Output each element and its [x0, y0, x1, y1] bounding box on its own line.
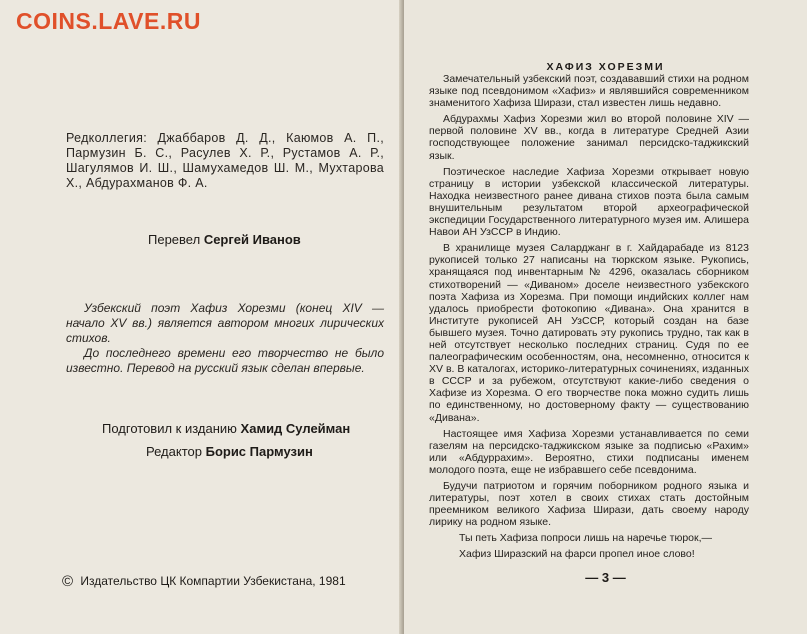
editor-credit — [146, 444, 313, 459]
annotation-paragraph: До последнего времени его творчество не было известно. Перевод на русский язык сделан впервые. — [66, 346, 384, 375]
copyright-line — [62, 573, 346, 590]
verse-line: Хафиз Ширазский на фарси пропел иное слово! — [459, 548, 695, 561]
editor-name: Борис Пармузин — [205, 444, 313, 459]
annotation-paragraph: Узбекский поэт Хафиз Хорезми (конец XIV — начало XV вв.) является автором многих лирических стихов. — [66, 301, 384, 345]
copyright-text: Издательство ЦК Компартии Узбекистана, 1981 — [80, 574, 346, 588]
book-annotation — [66, 301, 384, 376]
translator-name: Сергей Иванов — [203, 232, 301, 247]
chapter-title: ХАФИЗ ХОРЕЗМИ — [546, 61, 665, 73]
chapter-body — [429, 73, 749, 565]
translator-prefix: Перевел — [148, 232, 201, 247]
body-paragraph: В хранилище музея Саларджанг в г. Хайдарабаде из 8123 рукописей только 27 написаны на тюркском языке. Рукопись, хранящаяся под инвентарным № 4296, оказалась сборником стихотворений — «Диваном» доселе неизвестного узбекского поэта Хафиза из Хорезма. При помощи индийских коллег нам удалось приобрести фотокопию «Дивана». Она хранится в Институте рукописей АН УзССР, который создан на базе бывшего музея. Точно датировать эту рукопись трудно, так как в ней отсутствует несколько последних страниц. Судя по ее палеографическим особенностям, она, несомненно, относится к XV в. В каталогах, историко-литературных сочинениях, изданных в СССР и за рубежом, отсутствуют какие-либо сведения о Хафизе из Хорезма. О его творчестве пока можно судить лишь по единственному, но достоверному факту — существованию «Дивана». — [429, 242, 749, 424]
right-page — [404, 0, 807, 634]
page-number: — 3 — — [585, 570, 626, 585]
body-paragraph: Замечательный узбекский поэт, создававший стихи на родном языке под псевдонимом «Хафиз» и являвшийся современником знаменитого Хафиза Ширази, стал известен лишь недавно. — [429, 73, 749, 110]
body-paragraph: Будучи патриотом и горячим поборником родного языка и литературы, поэт хотел в своих стихах стать достойным преемником великого Хафиза Ширази, дать своему народу лирику на родном языке. — [429, 480, 749, 529]
verse-line: Ты петь Хафиза попроси лишь на наречье тюрок,— — [459, 532, 713, 545]
body-paragraph: Абдурахмы Хафиз Хорезми жил во второй половине XIV — первой половине XV вв., когда в литературе Средней Азии господствующее положение занимал персидско-таджикский язык. — [429, 113, 749, 162]
prepared-name: Хамид Сулейман — [240, 421, 351, 436]
editor-prefix: Редактор — [146, 444, 202, 459]
body-paragraph: Настоящее имя Хафиза Хорезми устанавливается по семи газелям на персидско-таджикском языке за подписью «Рахим» или «Абдуррахим». Вероятно, стихи подписаны именем молодого поэта, еще не избравшего себе псевдонима. — [429, 427, 749, 476]
editorial-board-text: Редколлегия: Джаббаров Д. Д., Каюмов А. П., Пармузин Б. С., Расулев Х. Р., Рустамов А. Р., Шагулямов И. Ш., Шамухамедов Ш. М., Мухтарова Х., Абдурахманов Ф. А. — [66, 131, 384, 190]
translator-credit — [148, 232, 301, 247]
prepared-prefix: Подготовил к изданию — [102, 421, 237, 436]
prepared-by-credit — [102, 421, 350, 436]
body-paragraph: Поэтическое наследие Хафиза Хорезми открывает новую страницу в истории узбекской классической литературы. Находка неизвестного ранее дивана стихов поэта была самым внушительным результатом второй археографической экспедиции Государственного литературного музея им. Алишера Навои АН УзССР в Индию. — [429, 165, 749, 239]
copyright-icon: © — [62, 573, 74, 590]
site-watermark: COINS.LAVE.RU — [16, 8, 201, 34]
